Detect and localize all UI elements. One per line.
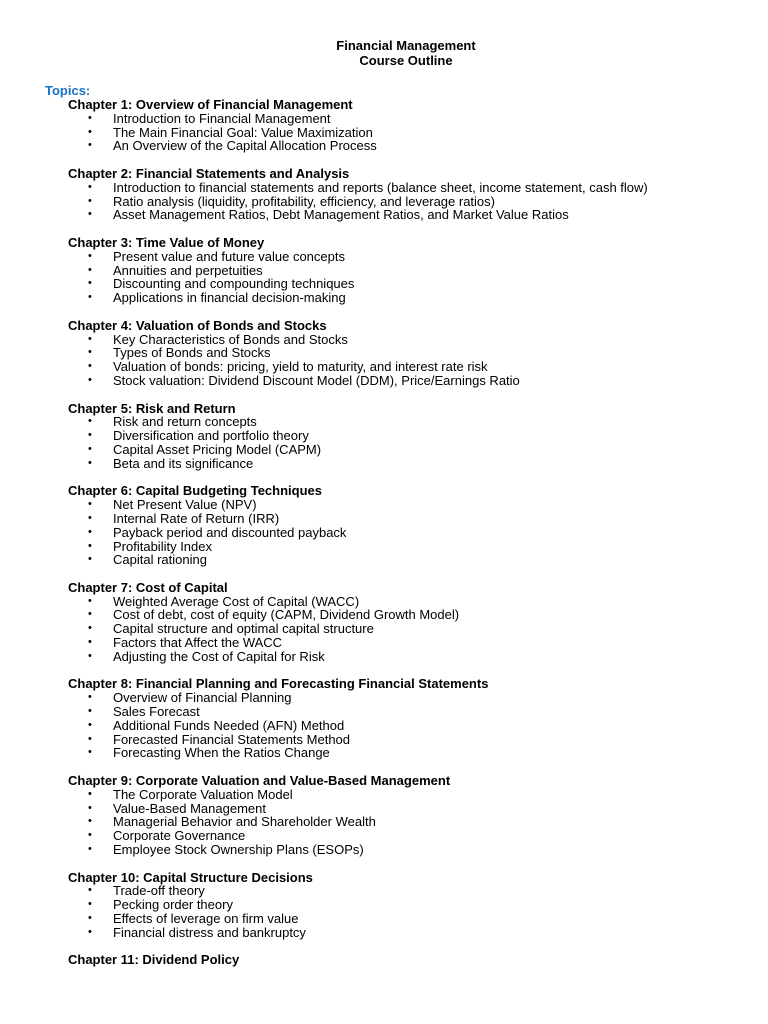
bullet-icon: • [88,360,92,373]
list-item [68,360,758,374]
list-item-text: Overview of Financial Planning [113,690,292,706]
list-item [68,277,758,291]
chapter-section [68,484,758,567]
list-item [68,733,758,747]
list-item [68,691,758,705]
list-item-text: Applications in financial decision-making [113,290,346,306]
list-item-text: Additional Funds Needed (AFN) Method [113,717,345,733]
list-item [68,788,758,802]
list-item-text: Profitability Index [113,538,212,554]
bullet-icon: • [88,346,92,359]
bullet-icon: • [88,208,92,221]
list-item [68,195,758,209]
chapter-section [68,677,758,760]
list-item-text: Managerial Behavior and Shareholder Wealth [113,814,376,830]
list-item-text: Stock valuation: Dividend Discount Model (DDM), Price/Earnings Ratio [113,372,520,388]
chapter-topic-list [68,333,758,388]
list-item [68,346,758,360]
list-item-text: Introduction to Financial Management [113,110,331,126]
list-item-text: Ratio analysis (liquidity, profitability, efficiency, and leverage ratios) [113,193,495,209]
list-item-text: Valuation of bonds: pricing, yield to maturity, and interest rate risk [113,359,488,375]
list-item-text: Capital Asset Pricing Model (CAPM) [113,441,322,457]
chapter-topic-list [68,112,758,153]
bullet-icon: • [88,525,92,538]
bullet-icon: • [88,180,92,193]
chapter-title: Chapter 5: Risk and Return [68,400,236,416]
chapter-section [68,581,758,664]
bullet-icon: • [88,373,92,386]
list-item [68,802,758,816]
chapter-topic-list [68,498,758,567]
document-subtitle: Course Outline [359,53,453,68]
list-item-text: Corporate Governance [113,828,246,844]
bullet-icon: • [88,732,92,745]
list-item [68,912,758,926]
bullet-icon: • [88,787,92,800]
list-item [68,374,758,388]
bullet-icon: • [88,608,92,621]
chapter-topic-list [68,595,758,664]
list-item [68,291,758,305]
list-item-text: Financial distress and bankruptcy [113,924,306,940]
list-item-text: Trade-off theory [113,883,205,899]
list-item-text: Payback period and discounted payback [113,524,347,540]
bullet-icon: • [88,111,92,124]
chapter-topic-list [68,250,758,305]
list-item-text: Employee Stock Ownership Plans (ESOPs) [113,842,364,858]
chapter-title: Chapter 3: Time Value of Money [68,234,265,250]
bullet-icon: • [88,511,92,524]
bullet-icon: • [88,705,92,718]
bullet-icon: • [88,594,92,607]
bullet-icon: • [88,442,92,455]
list-item-text: Capital structure and optimal capital structure [113,621,374,637]
bullet-icon: • [88,898,92,911]
bullet-icon: • [88,429,92,442]
list-item-text: Forecasting When the Ratios Change [113,745,330,761]
chapter-topic-list [68,884,758,939]
list-item [68,719,758,733]
chapter-title: Chapter 7: Cost of Capital [68,579,228,595]
chapter-title: Chapter 1: Overview of Financial Management [68,97,353,112]
list-item [68,333,758,347]
chapter-title: Chapter 4: Valuation of Bonds and Stocks [68,317,327,333]
bullet-icon: • [88,415,92,428]
bullet-icon: • [88,718,92,731]
list-item-text: Adjusting the Cost of Capital for Risk [113,648,325,664]
list-item [68,622,758,636]
bullet-icon: • [88,691,92,704]
bullet-icon: • [88,263,92,276]
list-item-text: Pecking order theory [113,897,233,913]
list-item [68,705,758,719]
chapter-title: Chapter 10: Capital Structure Decisions [68,869,313,885]
list-item [68,553,758,567]
list-item-text: Risk and return concepts [113,414,257,430]
bullet-icon: • [88,649,92,662]
bullet-icon: • [88,194,92,207]
bullet-icon: • [88,884,92,897]
document-header [0,38,768,68]
list-item-text: Annuities and perpetuities [113,262,263,278]
list-item [68,264,758,278]
chapter-title: Chapter 9: Corporate Valuation and Value-Based Management [68,773,451,789]
list-item-text: Asset Management Ratios, Debt Management Ratios, and Market Value Ratios [113,207,569,223]
list-item [68,526,758,540]
chapter-section [68,402,758,471]
bullet-icon: • [88,456,92,469]
list-item [68,512,758,526]
bullet-icon: • [88,815,92,828]
bullet-icon: • [88,912,92,925]
chapter-title: Chapter 6: Capital Budgeting Techniques [68,483,323,499]
list-item-text: Beta and its significance [113,455,254,471]
chapter-title: Chapter 8: Financial Planning and Forecasting Financial Statements [68,676,489,692]
list-item [68,815,758,829]
list-item [68,746,758,760]
chapter-section [68,236,758,305]
list-item [68,540,758,554]
bullet-icon: • [88,277,92,290]
chapter-topic-list [68,181,758,222]
list-item-text: The Main Financial Goal: Value Maximization [113,124,373,140]
bullet-icon: • [88,843,92,856]
chapter-topic-list [68,788,758,857]
bullet-icon: • [88,829,92,842]
topics-label: Topics: [45,83,91,98]
chapter-section [68,953,758,967]
list-item [68,181,758,195]
list-item [68,650,758,664]
list-item-text: Forecasted Financial Statements Method [113,731,351,747]
list-item-text: Effects of leverage on firm value [113,911,299,927]
list-item [68,926,758,940]
list-item-text: Sales Forecast [113,704,200,720]
list-item-text: Internal Rate of Return (IRR) [113,510,280,526]
list-item-text: Value-Based Management [113,800,266,816]
list-item-text: Net Present Value (NPV) [113,497,257,513]
bullet-icon: • [88,553,92,566]
list-item [68,498,758,512]
list-item [68,112,758,126]
list-item-text: Diversification and portfolio theory [113,428,309,444]
chapter-title: Chapter 11: Dividend Policy [68,952,240,968]
chapter-section [68,319,758,388]
list-item [68,208,758,222]
list-item [68,457,758,471]
list-item [68,139,758,153]
list-item [68,415,758,429]
bullet-icon: • [88,636,92,649]
bullet-icon: • [88,801,92,814]
list-item [68,884,758,898]
list-item [68,608,758,622]
list-item-text: Present value and future value concepts [113,248,345,264]
chapter-section [68,774,758,857]
list-item [68,843,758,857]
list-item [68,429,758,443]
list-item-text: Cost of debt, cost of equity (CAPM, Dividend Growth Model) [113,607,460,623]
list-item [68,829,758,843]
bullet-icon: • [88,498,92,511]
list-item [68,636,758,650]
list-item [68,443,758,457]
list-item-text: Introduction to financial statements and reports (balance sheet, income statement, cash flow) [113,179,648,195]
list-item-text: Types of Bonds and Stocks [113,345,271,361]
list-item [68,126,758,140]
chapter-list [68,98,758,981]
bullet-icon: • [88,332,92,345]
chapter-section [68,871,758,940]
list-item-text: Capital rationing [113,552,207,568]
list-item-text: Factors that Affect the WACC [113,635,283,651]
list-item-text: Discounting and compounding techniques [113,276,355,292]
chapter-topic-list [68,415,758,470]
chapter-section [68,167,758,222]
bullet-icon: • [88,539,92,552]
list-item-text: The Corporate Valuation Model [113,786,293,802]
list-item-text: Key Characteristics of Bonds and Stocks [113,331,348,347]
bullet-icon: • [88,249,92,262]
list-item [68,250,758,264]
chapter-topic-list [68,691,758,760]
bullet-icon: • [88,925,92,938]
bullet-icon: • [88,746,92,759]
chapter-title: Chapter 2: Financial Statements and Analysis [68,165,350,181]
list-item-text: An Overview of the Capital Allocation Process [113,138,377,154]
bullet-icon: • [88,125,92,138]
list-item-text: Weighted Average Cost of Capital (WACC) [113,593,360,609]
bullet-icon: • [88,622,92,635]
document-title: Financial Management [336,38,476,53]
list-item [68,595,758,609]
list-item [68,898,758,912]
bullet-icon: • [88,139,92,152]
chapter-section [68,98,758,153]
bullet-icon: • [88,291,92,304]
